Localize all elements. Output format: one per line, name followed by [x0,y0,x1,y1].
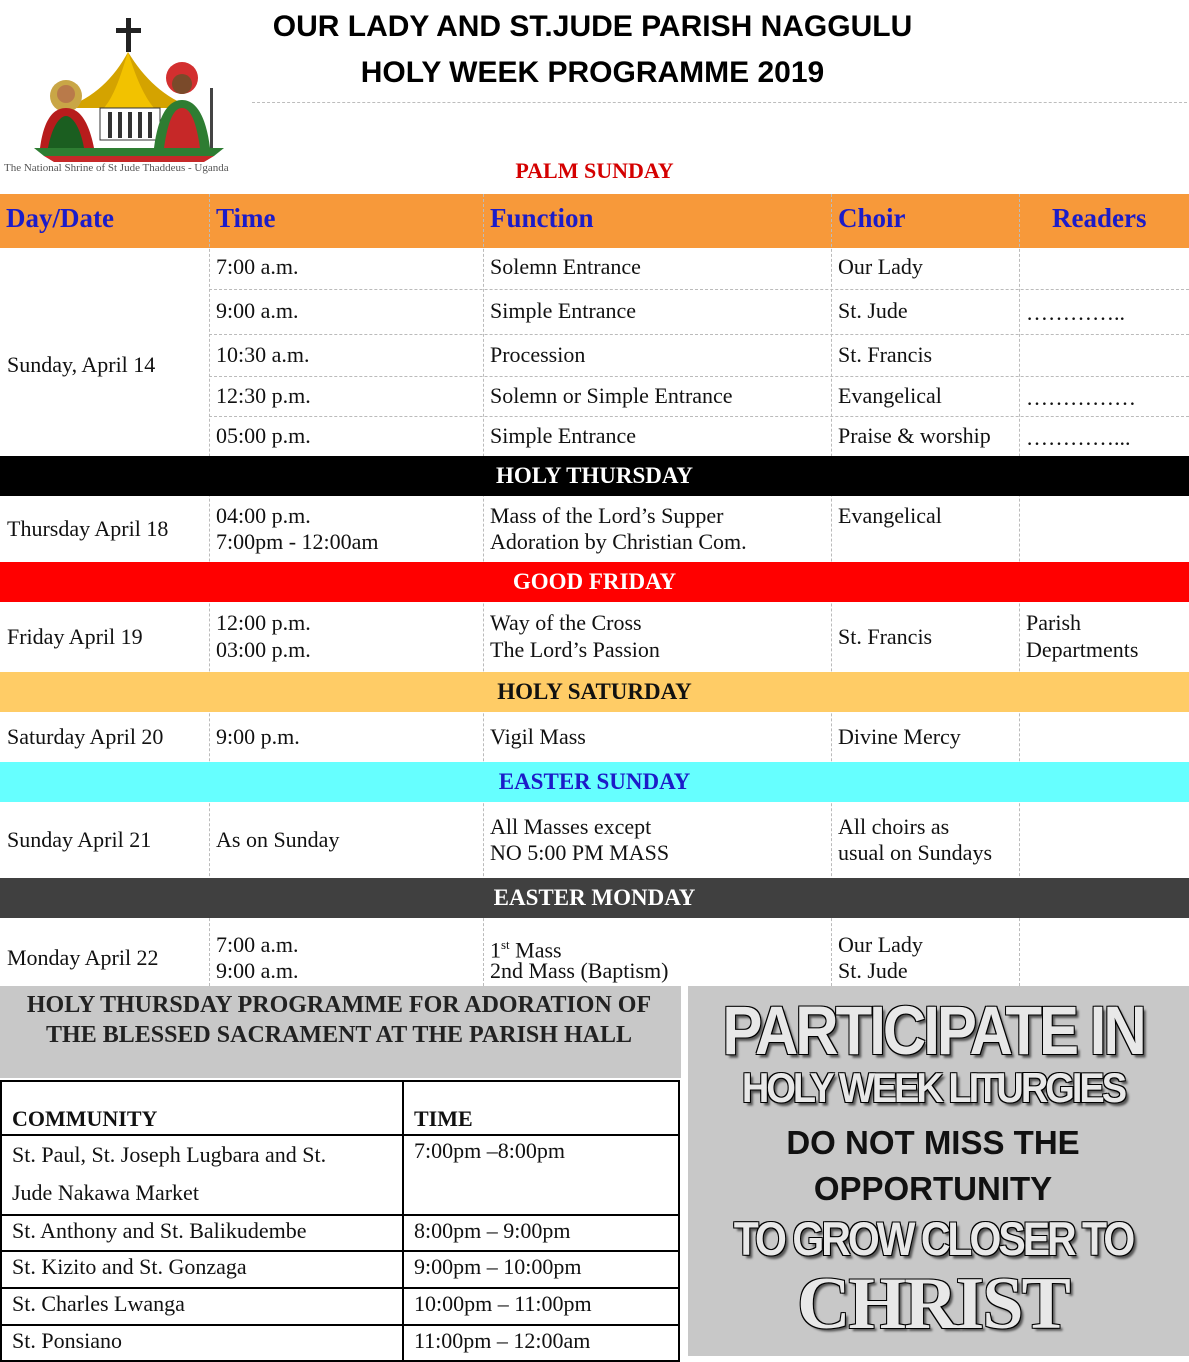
adoration-table [0,1080,680,1362]
function-cell: Solemn Entrance [490,254,641,279]
time-cell: 04:00 p.m. [216,503,311,528]
grid-line [209,416,1189,417]
time-label: TIME [414,1106,473,1131]
title-line-2: HOLY WEEK PROGRAMME 2019 [360,56,825,89]
time-cell: 9:00 a.m. [216,958,299,983]
choir-cell: Praise & worship [838,423,991,448]
function-cell: Procession [490,342,586,367]
table-row [1,1215,679,1251]
col-header-day: Day/Date [6,203,114,233]
community-cell: St. Charles Lwanga [1,1288,403,1325]
time-cell: 11:00pm – 12:00am [403,1325,679,1361]
function-cell: All Masses except [490,814,652,839]
title-divider [252,102,1187,103]
holy-thursday-band: HOLY THURSDAY [0,456,1189,496]
community-text: St. Paul, St. Joseph Lugbara and St. [12,1142,327,1167]
mass-ordinal: st [501,937,510,952]
grid-line [209,289,1189,290]
function-cell: Vigil Mass [490,724,586,749]
community-label: COMMUNITY [12,1106,158,1131]
choir-cell: Our Lady [838,932,923,957]
choir-cell: Our Lady [838,254,923,279]
choir-cell: Evangelical [838,503,942,528]
day-cell: Sunday April 21 [7,827,152,852]
time-cell: 7:00pm - 12:00am [216,529,379,554]
readers-cell: Parish [1026,610,1081,635]
time-cell: 9:00 p.m. [216,724,300,749]
time-cell: 10:00pm – 11:00pm [403,1288,679,1325]
readers-cell: …………… [1026,385,1136,410]
promo-line-6: CHRIST [797,1263,1069,1345]
palm-sunday-day: Sunday, April 14 [7,352,156,377]
grid-line [209,376,1189,377]
adoration-title-line-2: THE BLESSED SACRAMENT AT THE PARISH HALL [46,1022,632,1048]
function-cell: 2nd Mass (Baptism) [490,958,669,983]
choir-cell: Divine Mercy [838,724,961,749]
time-cell: 8:00pm – 9:00pm [403,1215,679,1251]
time-cell: 05:00 p.m. [216,423,311,448]
time-cell: 12:30 p.m. [216,383,311,408]
col-header-function: Function [490,203,594,233]
community-cell: St. Anthony and St. Balikudembe [1,1215,403,1251]
col-header-community [1,1081,403,1135]
time-cell: 7:00pm –8:00pm [403,1135,679,1215]
function-cell: Way of the Cross [490,610,642,635]
mass-label: Mass [509,937,562,963]
good-friday-band: GOOD FRIDAY [0,562,1189,602]
function-cell: NO 5:00 PM MASS [490,840,670,865]
choir-cell: St. Francis [838,624,933,649]
time-cell: As on Sunday [216,827,340,852]
col-header-time: Time [216,203,276,233]
function-cell: The Lord’s Passion [490,637,660,662]
easter-monday-band: EASTER MONDAY [0,878,1189,918]
function-cell: Simple Entrance [490,423,637,448]
promo-line-2: HOLY WEEK LITURGIES [741,1065,1125,1113]
community-cell: St. Ponsiano [1,1325,403,1361]
mass-number: 1 [490,937,501,963]
readers-cell: ………….. [1026,300,1130,325]
col-header-time [403,1081,679,1135]
palm-sunday-heading: PALM SUNDAY [515,158,674,183]
time-cell: 7:00 a.m. [216,932,299,957]
time-cell: 9:00pm – 10:00pm [403,1251,679,1288]
table-header-row [0,194,1189,248]
function-cell: Solemn or Simple Entrance [490,383,733,408]
table-row [1,1251,679,1288]
choir-cell: Evangelical [838,383,942,408]
time-cell: 12:00 p.m. [216,610,311,635]
title-line-1: OUR LADY AND ST.JUDE PARISH NAGGULU [272,10,913,43]
col-header-readers: Readers [1052,203,1147,233]
time-cell: 7:00 a.m. [216,254,299,279]
function-cell: Adoration by Christian Com. [490,529,747,554]
adoration-header-row [1,1081,679,1135]
promo-line-3: DO NOT MISS THE [786,1124,1080,1161]
day-cell: Monday April 22 [7,945,159,970]
promo-line-1: PARTICIPATE IN [722,991,1144,1070]
choir-cell: St. Francis [838,342,933,367]
choir-cell: St. Jude [838,298,908,323]
shrine-logo-icon [4,8,254,178]
adoration-title-line-1: HOLY THURSDAY PROGRAMME FOR ADORATION OF [26,992,652,1018]
logo-caption: The National Shrine of St Jude Thaddeus - Uganda [4,162,229,174]
time-cell: 03:00 p.m. [216,637,311,662]
time-cell: 9:00 a.m. [216,298,299,323]
easter-sunday-band: EASTER SUNDAY [0,762,1189,802]
day-cell: Saturday April 20 [7,724,164,749]
holy-saturday-band: HOLY SATURDAY [0,672,1189,712]
promo-line-5: TO GROW CLOSER TO [733,1212,1133,1266]
col-header-choir: Choir [838,203,906,233]
promo-line-4: OPPORTUNITY [813,1170,1053,1207]
function-cell: Simple Entrance [490,298,637,323]
readers-cell: Departments [1026,637,1139,662]
grid-line [209,334,1189,335]
choir-cell: St. Jude [838,958,908,983]
table-row [1,1135,679,1215]
time-cell: 10:30 a.m. [216,342,310,367]
table-row [1,1288,679,1325]
function-cell: Mass of the Lord’s Supper [490,503,724,528]
community-cell: St. Kizito and St. Gonzaga [1,1251,403,1288]
readers-cell: …………... [1026,425,1131,450]
day-cell: Friday April 19 [7,624,143,649]
community-cell [1,1135,403,1215]
choir-cell: usual on Sundays [838,840,992,865]
day-cell: Thursday April 18 [7,516,169,541]
community-text: Jude Nakawa Market [12,1180,199,1205]
choir-cell: All choirs as [838,814,950,839]
